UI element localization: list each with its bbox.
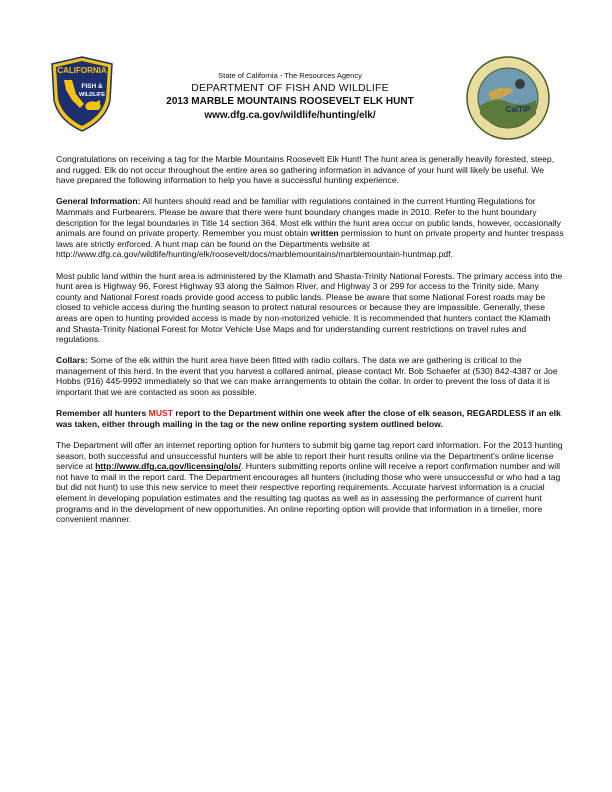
catip-seal-icon [466, 56, 550, 140]
collars-label: Collars: [56, 355, 88, 366]
online-text-b: . Hunters submitting reports online will receive a report confirmation number and will not have to mail in the report card. The Department encourages all hunters (including those who were unsuccessful or who had a tag but did not hunt) to use this new service to meet their respective reporting requirements. Accurate harvest information is a crucial element in developing population estimates and the resulting tag quotas as well as in assessing the performance of current hunt programs and in the development of new opportunities. An online reporting option will provide that information in a timelier, more convenient manner. [56, 461, 561, 525]
seal-text: CalTIP [505, 105, 531, 114]
reminder-text-a: Remember all hunters [56, 408, 149, 419]
general-text-a: All hunters should read and be familiar with regulations contained in the current Hunting Regulations for Mammals and Furbearers. Please be aware that there were hunt boundary changes made in 2010. Refer to the hunt boundary description for the legal boundaries in Title 14 section 364. Most elk within the hunt area occur on public lands, however, occasionally animals are found on private property. Remember you must obtain [56, 196, 561, 239]
reminder-paragraph [56, 408, 564, 429]
reminder-text-b: report to the Department within one week after the close of elk season, REGARDLESS if an elk was taken, either through mailing in the tag or the new online reporting system outlined below. [56, 408, 561, 429]
written-emphasis: written [310, 228, 339, 239]
header-url: www.dfg.ca.gov/wildlife/hunting/elk/ [204, 110, 376, 121]
online-reporting-paragraph [56, 440, 564, 525]
online-text-a: The Department will offer an internet reporting option for hunters to submit big game tag report card information. For the 2013 hunting season, both successful and unsuccessful hunters will be able to report their hunt results online via the Department's online license service at [56, 440, 563, 472]
public-land-paragraph: Most public land within the hunt area is administered by the Klamath and Shasta-Trinity National Forests. The primary access into the hunt area is Highway 96, Forest Highway 93 along the Salmon River, and Highway 3 or 299 for access to the Trinity side. Many county and National Forest roads provide good access to public lands. Please be aware that some National Forest roads may be closed to vehicle access during the hunting season to protect natural resources or because they are impassible. Generally, these areas are open to hunting provided access is made by non-motorized vehicle. It is recommended that hunters contact the Klamath and Shasta-Trinity National Forest for Motor Vehicle Use Maps and for understanding current restrictions on travel rules and regulations. [56, 270, 563, 345]
collars-text: Some of the elk within the hunt area have been fitted with radio collars. The data we are gathering is critical to the management of this herd. In the event that you harvest a collared animal, please contact Mr. Bob Schaefer at (530) 842-4387 or Joe Hobbs (916) 445-9992 immediately so that we can make arrangements to obtain the collar. In order to prevent the loss of data it is important that we are contacted as soon as possible. [56, 355, 558, 398]
badge-line-1: CALIFORNIA [57, 66, 107, 75]
department-name: DEPARTMENT OF FISH AND WILDLIFE [191, 82, 389, 94]
document-title: 2013 MARBLE MOUNTAINS ROOSEVELT ELK HUNT [166, 96, 414, 107]
intro-paragraph: Congratulations on receiving a tag for the Marble Mountains Roosevelt Elk Hunt! The hunt area is generally heavily forested, steep, and rugged. Elk do not occur throughout the entire area so gathering information in advance of your hunt will likely be useful. We have prepared the following information to help you have a successful hunting experience. [56, 154, 555, 186]
general-information-label: General Information: [56, 196, 141, 207]
collars-paragraph [56, 355, 564, 397]
badge-line-3: WILDLIFE [79, 92, 105, 98]
california-fish-wildlife-badge-icon [50, 56, 114, 132]
licensing-link[interactable]: http://www.dfg.ca.gov/licensing/ols/ [95, 461, 241, 472]
must-emphasis: MUST [148, 408, 174, 419]
general-text-b: permission to hunt on private property and hunter trespass laws are strictly enforced. A hunt map can be found on the Departments website at http://www.dfg.ca.gov/wildlife/hunting/elk/roosevelt/docs/marblemountains/marblemountain-huntmap.pdf. [56, 228, 564, 260]
badge-line-2: FISH & [81, 83, 103, 90]
letter-body [56, 154, 564, 535]
agency-line: State of California - The Resources Agency [218, 71, 362, 80]
general-information-paragraph [56, 196, 564, 260]
